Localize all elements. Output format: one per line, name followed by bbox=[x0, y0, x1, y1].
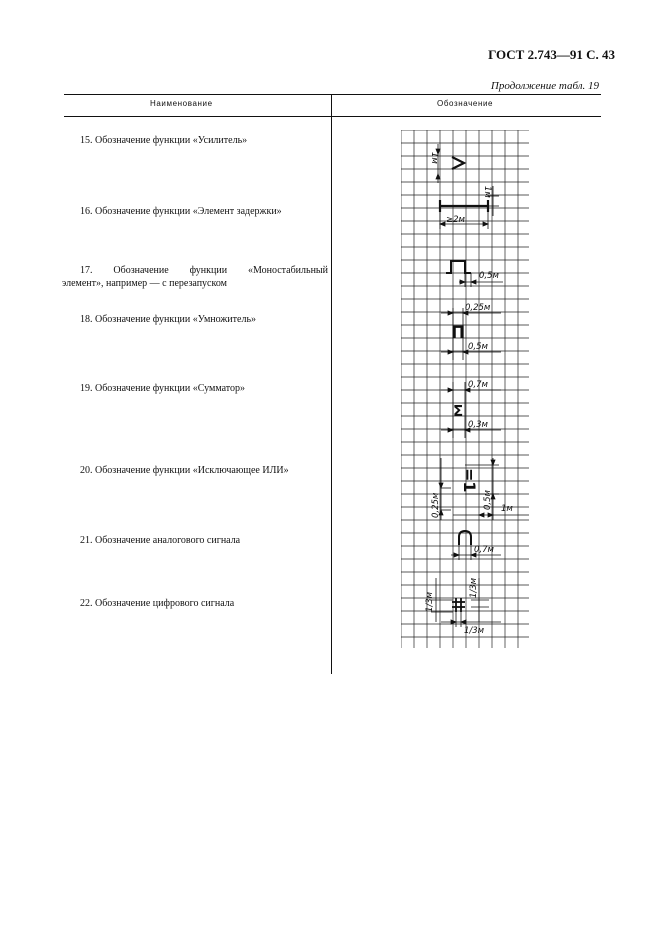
label-05m-xor: 0,5м bbox=[483, 490, 493, 510]
table-top-rule bbox=[64, 94, 601, 95]
table-row-16: 16. Обозначение функции «Элемент задержки» bbox=[80, 206, 282, 217]
column-header-designation: Обозначение bbox=[437, 99, 494, 108]
label-025m-xor: 0,25м bbox=[431, 492, 441, 518]
label-1m-xor: 1м bbox=[501, 504, 513, 514]
monostable-symbol bbox=[446, 261, 471, 273]
designation-grid-figure bbox=[401, 130, 531, 650]
table-row-20: 20. Обозначение функции «Исключающее ИЛИ» bbox=[80, 465, 289, 476]
table-header-rule bbox=[64, 116, 601, 117]
label-07m-analog: 0,7м bbox=[474, 545, 494, 555]
table-row-18: 18. Обозначение функции «Умножитель» bbox=[80, 314, 257, 325]
table-row-17-line2: элемент», например — с перезапуском bbox=[62, 278, 227, 289]
label-07m-summator: 0,7м bbox=[468, 380, 488, 390]
label-13m-bottom: 1/3м bbox=[464, 626, 485, 636]
label-05m-monostable: 0,5м bbox=[479, 271, 499, 281]
column-header-name: Наименование bbox=[150, 99, 213, 108]
table-row-17 bbox=[62, 264, 328, 290]
amplifier-symbol bbox=[452, 157, 464, 169]
document-title: ГОСТ 2.743—91 С. 43 bbox=[488, 47, 615, 62]
label-13m-right: 1/3м bbox=[469, 577, 479, 598]
label-1m-amplifier: 1м bbox=[429, 152, 439, 164]
label-1m-delay: 1м bbox=[482, 186, 492, 198]
digital-signal-symbol bbox=[452, 598, 465, 612]
label-05m-multiplier: 0,5м bbox=[468, 342, 488, 352]
label-13m-left: 1/3м bbox=[425, 591, 435, 612]
table-continued-caption: Продолжение табл. 19 bbox=[490, 80, 599, 92]
label-2m-delay: ≥2м bbox=[446, 215, 465, 225]
table-row-17-line1: 17. Обозначение функции «Моностабильный bbox=[80, 265, 328, 276]
summator-symbol: Σ bbox=[453, 402, 464, 420]
table-row-22: 22. Обозначение цифрового сигнала bbox=[80, 598, 235, 609]
delay-symbol bbox=[440, 200, 488, 212]
table-row-21: 21. Обозначение аналогового сигнала bbox=[80, 535, 241, 546]
table-row-19: 19. Обозначение функции «Сумматор» bbox=[80, 383, 246, 394]
label-025m-multiplier: 0,25м bbox=[465, 303, 491, 313]
table-column-divider bbox=[331, 94, 332, 674]
multiplier-symbol: П bbox=[451, 323, 466, 343]
label-03m-summator: 0,3м bbox=[468, 420, 488, 430]
table-row-15: 15. Обозначение функции «Усилитель» bbox=[80, 135, 248, 146]
xor-symbol: =1 bbox=[460, 468, 479, 493]
